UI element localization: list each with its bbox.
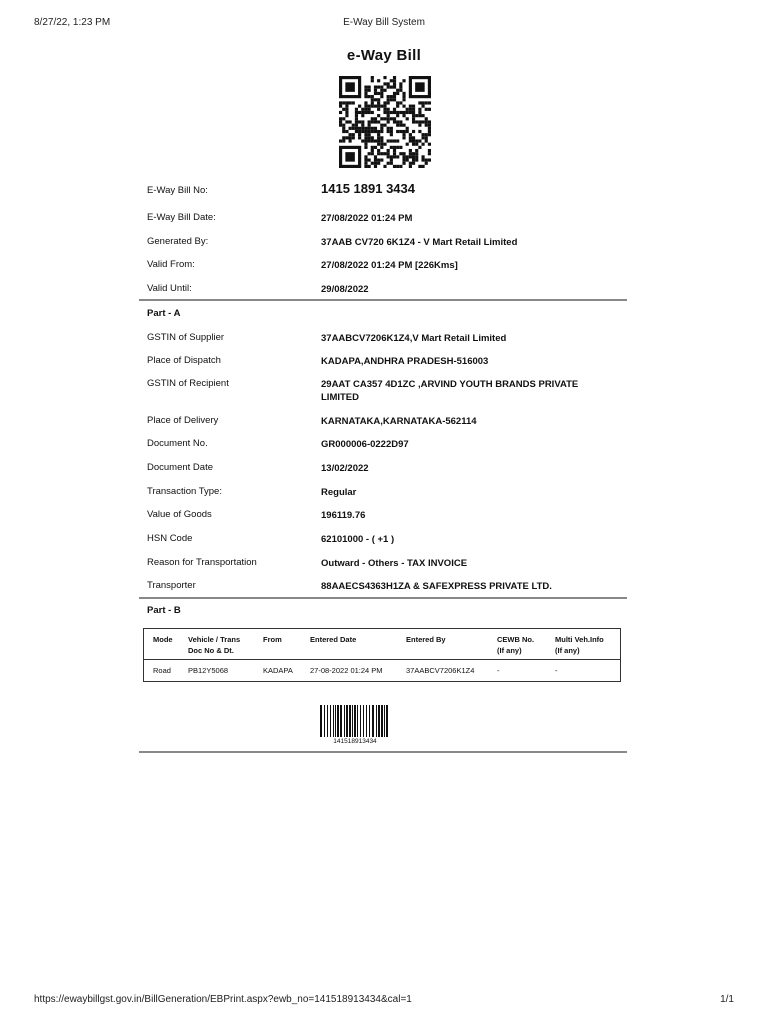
part-b-heading: Part - B <box>147 605 181 616</box>
page-title: e-Way Bill <box>346 47 422 64</box>
print-page-number: 1/1 <box>720 994 734 1005</box>
place-of-delivery-value: KARNATAKA,KARNATAKA-562114 <box>321 416 477 427</box>
transporter-label: Transporter <box>147 580 196 591</box>
cell-multi-veh: - <box>555 666 558 675</box>
print-site-title: E-Way Bill System <box>343 17 425 28</box>
hsn-code-value: 62101000 - ( +1 ) <box>321 534 395 545</box>
eway-bill-date-label: E-Way Bill Date: <box>147 212 216 223</box>
valid-until-value: 29/08/2022 <box>321 284 369 295</box>
hsn-code-label: HSN Code <box>147 533 193 544</box>
value-of-goods-value: 196119.76 <box>321 510 366 521</box>
divider <box>139 299 627 301</box>
cell-entered-by: 37AABCV7206K1Z4 <box>406 666 475 675</box>
divider <box>139 751 627 753</box>
reason-transport-value: Outward - Others - TAX INVOICE <box>321 558 468 569</box>
place-of-dispatch-label: Place of Dispatch <box>147 355 221 366</box>
eway-bill-no-label: E-Way Bill No: <box>147 185 208 196</box>
eway-bill-date-value: 27/08/2022 01:24 PM <box>321 213 413 224</box>
table-divider <box>144 659 620 660</box>
transaction-type-value: Regular <box>321 487 357 498</box>
gstin-recipient-value: 29AAT CA357 4D1ZC ,ARVIND YOUTH BRANDS PRIVATE LIMITED <box>321 379 579 403</box>
gstin-supplier-label: GSTIN of Supplier <box>147 332 225 343</box>
place-of-dispatch-value: KADAPA,ANDHRA PRADESH-516003 <box>321 356 489 367</box>
document-no-label: Document No. <box>147 438 208 449</box>
cell-mode: Road <box>153 666 171 675</box>
place-of-delivery-label: Place of Delivery <box>147 415 219 426</box>
valid-from-label: Valid From: <box>147 259 195 270</box>
qr-code-icon <box>339 76 431 168</box>
print-datetime: 8/27/22, 1:23 PM <box>34 17 111 28</box>
transporter-value: 88AAECS4363H1ZA & SAFEXPRESS PRIVATE LTD. <box>321 581 552 592</box>
vehicle-table <box>143 628 621 682</box>
cell-cewb: - <box>497 666 500 675</box>
cell-from: KADAPA <box>263 666 293 675</box>
gstin-supplier-value: 37AABCV7206K1Z4,V Mart Retail Limited <box>321 333 507 344</box>
document-no-value: GR000006-0222D97 <box>321 439 409 450</box>
eway-bill-no-value: 1415 1891 3434 <box>321 181 415 196</box>
cell-vehicle: PB12Y5068 <box>188 666 229 675</box>
col-header-entered-by: Entered By <box>406 635 446 644</box>
document-date-label: Document Date <box>147 462 214 473</box>
generated-by-label: Generated By: <box>147 236 209 247</box>
barcode-icon <box>320 705 390 737</box>
col-header-multi-veh: Multi Veh.Info (If any) <box>555 635 604 655</box>
col-header-vehicle: Vehicle / Trans Doc No & Dt. <box>188 635 241 655</box>
cell-entered-date: 27-08-2022 01:24 PM <box>310 666 383 675</box>
print-url: https://ewaybillgst.gov.in/BillGeneration/EBPrint.aspx?ewb_no=141518913434&cal=1 <box>34 994 412 1005</box>
barcode-number: 141518913434 <box>333 738 377 745</box>
gstin-recipient-label: GSTIN of Recipient <box>147 378 229 389</box>
reason-transport-label: Reason for Transportation <box>147 557 257 568</box>
valid-from-value: 27/08/2022 01:24 PM [226Kms] <box>321 260 458 271</box>
col-header-mode: Mode <box>153 635 173 644</box>
generated-by-value: 37AAB CV720 6K1Z4 - V Mart Retail Limited <box>321 237 518 248</box>
divider <box>139 597 627 599</box>
col-header-cewb: CEWB No. (If any) <box>497 635 535 655</box>
col-header-entered-date: Entered Date <box>310 635 357 644</box>
valid-until-label: Valid Until: <box>147 283 192 294</box>
value-of-goods-label: Value of Goods <box>147 509 212 520</box>
part-a-heading: Part - A <box>147 308 181 319</box>
transaction-type-label: Transaction Type: <box>147 486 222 497</box>
document-date-value: 13/02/2022 <box>321 463 369 474</box>
col-header-from: From <box>263 635 282 644</box>
